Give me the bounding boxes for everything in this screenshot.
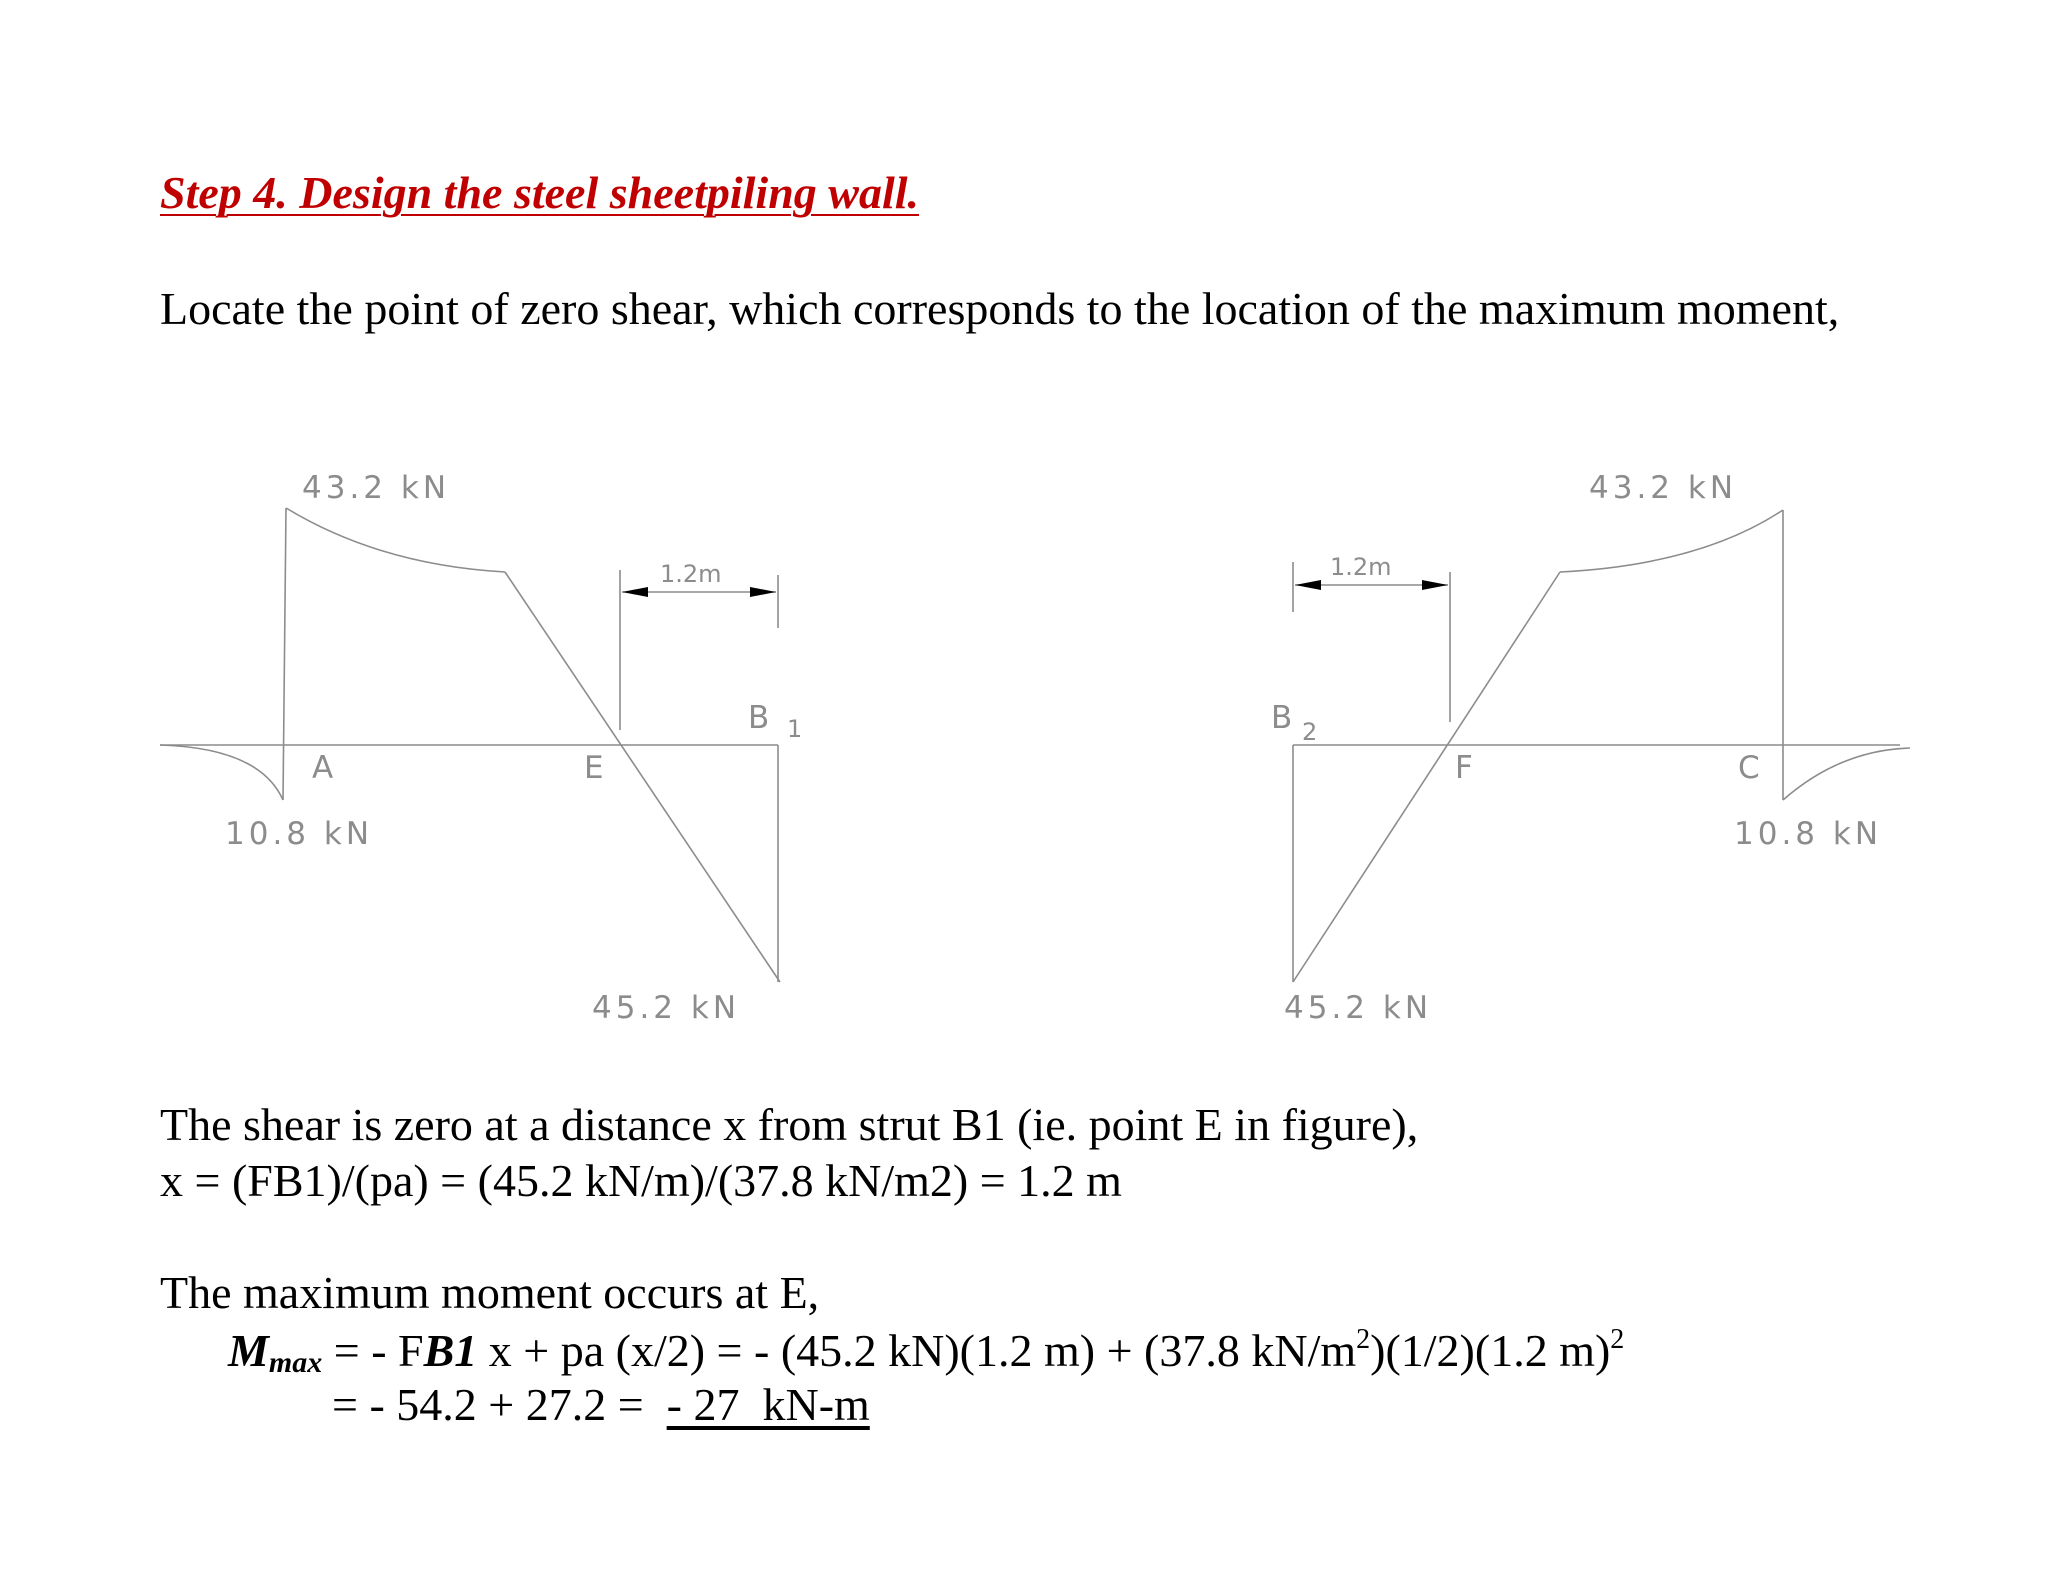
left-bottom-value: 45.2 kN (592, 990, 741, 1026)
point-c-label: C (1738, 750, 1764, 786)
equation-sup-2: 2 (1610, 1324, 1625, 1355)
equation-part-b: B1 (423, 1325, 478, 1376)
strut-b1-letter: B (748, 700, 774, 736)
right-dim-arrow-right (1422, 580, 1448, 590)
equation-sup-1: 2 (1356, 1324, 1371, 1355)
right-passive-curve (1783, 748, 1910, 800)
step-heading: Step 4. Design the steel sheetpiling wall. (160, 167, 920, 218)
left-dimension-label: 1.2m (660, 560, 722, 588)
right-sloped-line (1293, 572, 1560, 982)
equation-part-a: = - F (322, 1325, 424, 1376)
left-top-curve (286, 508, 505, 572)
right-dimension-label: 1.2m (1330, 553, 1392, 581)
moment-result-line (332, 1379, 870, 1430)
point-e-label: E (584, 750, 608, 786)
right-top-value: 43.2 kN (1589, 470, 1738, 506)
intro-text: Locate the point of zero shear, which corresponds to the location of the maximum moment, (160, 283, 1840, 334)
result-prefix: = - 54.2 + 27.2 = (332, 1379, 667, 1430)
strut-b2-letter: B (1271, 700, 1297, 736)
shear-text-line2: x = (FB1)/(pa) = (45.2 kN/m)/(37.8 kN/m2) = 1.2 m (160, 1155, 1122, 1206)
equation-part-c: x + pa (x/2) = - (45.2 kN)(1.2 m) + (37.8 kN/m (477, 1325, 1357, 1376)
moment-intro: The maximum moment occurs at E, (160, 1267, 820, 1318)
right-top-curve (1560, 510, 1783, 572)
left-dim-arrow-right (750, 587, 776, 597)
moment-symbol: M (228, 1325, 269, 1376)
left-top-value: 43.2 kN (302, 470, 451, 506)
moment-result: - 27 kN-m (666, 1379, 870, 1430)
point-a-label: A (312, 750, 338, 786)
left-dim-arrow-left (622, 587, 648, 597)
right-dim-arrow-left (1295, 580, 1321, 590)
left-wall-line (283, 508, 286, 800)
right-bottom-right-value: 10.8 kN (1734, 816, 1883, 852)
point-f-label: F (1455, 750, 1477, 786)
left-bottom-left-value: 10.8 kN (225, 816, 374, 852)
right-bottom-value: 45.2 kN (1284, 990, 1433, 1026)
strut-b2-index: 2 (1302, 718, 1318, 746)
moment-equation (228, 1326, 1624, 1378)
strut-b1-index: 1 (787, 715, 803, 743)
left-sloped-line (505, 572, 780, 982)
left-passive-curve (160, 745, 283, 800)
shear-text-line1: The shear is zero at a distance x from strut B1 (ie. point E in figure), (160, 1099, 1419, 1150)
moment-subscript: max (268, 1346, 323, 1379)
equation-part-d: )(1/2)(1.2 m) (1370, 1325, 1611, 1376)
